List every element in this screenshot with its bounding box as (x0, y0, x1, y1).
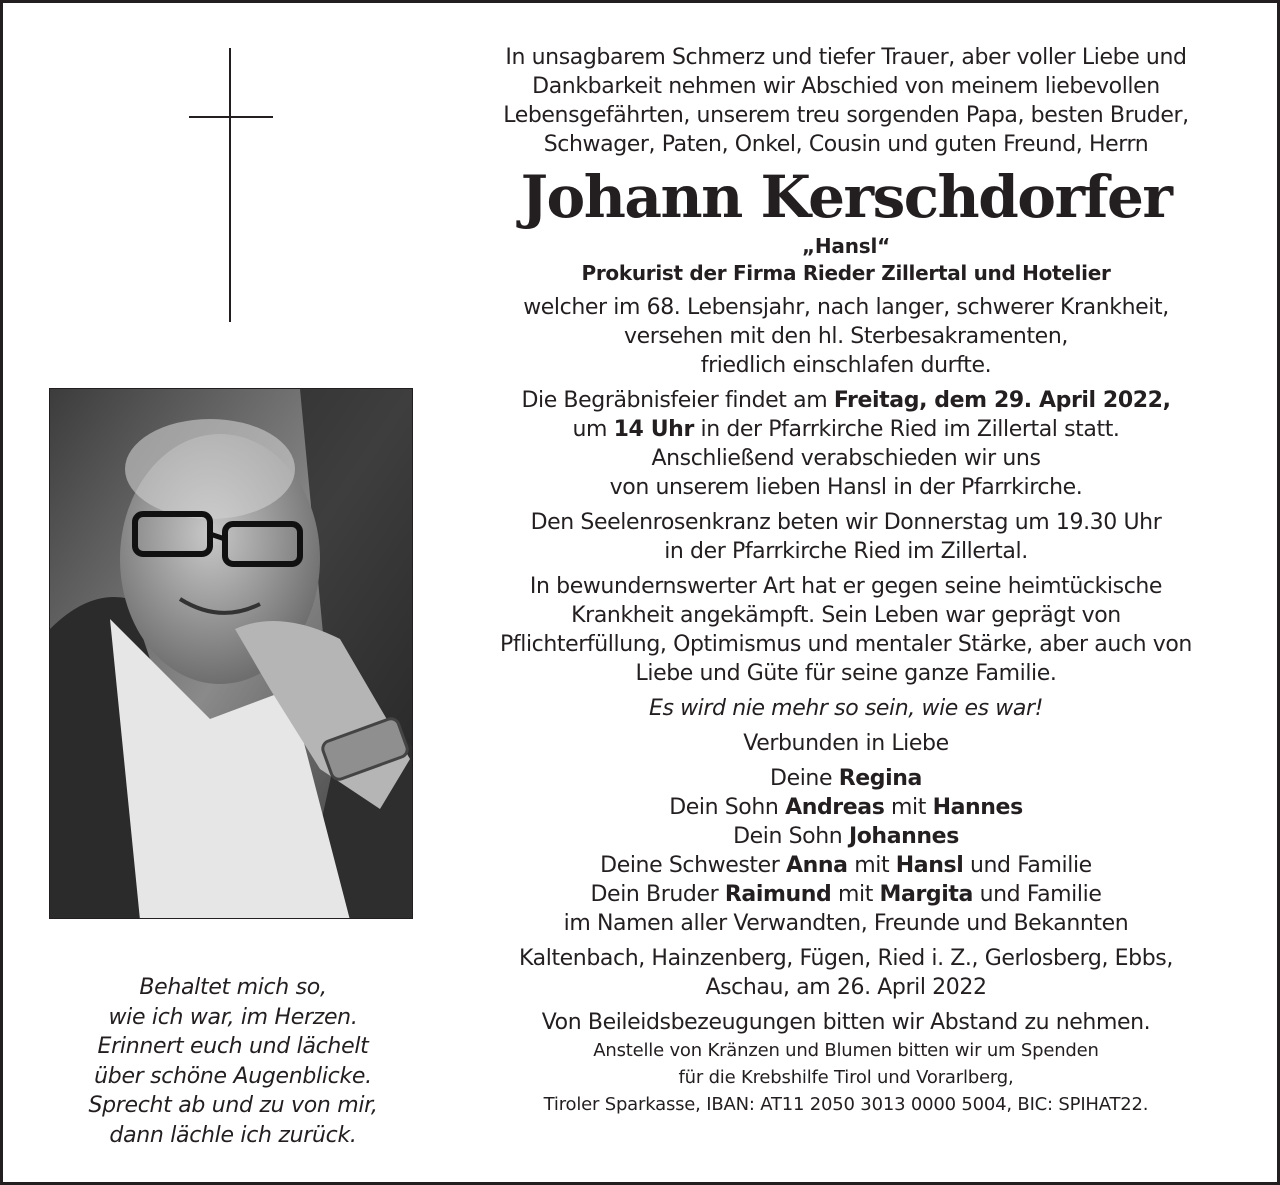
family-text: Deine (770, 766, 839, 791)
family-line: im Namen aller Verwandten, Freunde und Bekannten (563, 911, 1129, 936)
family-member: Andreas (785, 795, 885, 820)
family-line (443, 764, 1249, 793)
donation-line: für die Krebshilfe Tirol und Vorarlberg, (678, 1067, 1014, 1088)
family-line (443, 851, 1249, 880)
death-line: welcher im 68. Lebensjahr, nach langer, schwerer Krankheit, (523, 295, 1169, 320)
intro-line: In unsagbarem Schmerz und tiefer Trauer, aber voller Liebe und (505, 45, 1187, 70)
cross-icon (189, 48, 273, 322)
portrait-photo (49, 388, 413, 919)
funeral-line: von unserem lieben Hansl in der Pfarrkirche. (609, 475, 1083, 500)
condolence-line: Von Beileidsbezeugungen bitten wir Abstand zu nehmen. (541, 1010, 1151, 1035)
family-line (443, 822, 1249, 851)
family-text: mit (831, 882, 880, 907)
tribute-line: Liebe und Güte für seine ganze Familie. (635, 661, 1057, 686)
tribute-line: Pflichterfüllung, Optimismus und mentaler Stärke, aber auch von (500, 632, 1192, 657)
tribute-line: In bewundernswerter Art hat er gegen seine heimtückische (529, 574, 1163, 599)
family-member: Anna (786, 853, 848, 878)
intro-line: Lebensgefährten, unserem treu sorgenden Papa, besten Bruder, (503, 103, 1189, 128)
family-member: Regina (838, 766, 922, 791)
family-text: Dein Bruder (590, 882, 725, 907)
funeral-line: Anschließend verabschieden wir uns (651, 446, 1041, 471)
family-text: mit (847, 853, 896, 878)
places-line: Aschau, am 26. April 2022 (705, 975, 987, 1000)
family-text: Dein Sohn (733, 824, 849, 849)
intro-line: Schwager, Paten, Onkel, Cousin und guten Freund, Herrn (543, 132, 1149, 157)
rosary-line: in der Pfarrkirche Ried im Zillertal. (664, 539, 1028, 564)
funeral-line (443, 415, 1249, 444)
family-text: mit (884, 795, 933, 820)
obituary-text (443, 43, 1249, 1118)
tribute-line: Krankheit angekämpft. Sein Leben war geprägt von (571, 603, 1121, 628)
family-member: Hansl (895, 853, 964, 878)
funeral-text: um (572, 417, 614, 442)
poem-line: Sprecht ab und zu von mir, (88, 1093, 378, 1118)
poem-line: wie ich war, im Herzen. (108, 1004, 358, 1030)
deceased-name: Johann Kerschdorfer (520, 163, 1172, 231)
family-line (443, 880, 1249, 909)
family-member: Hannes (932, 795, 1023, 820)
poem-line: Erinnert euch und lächelt (97, 1034, 369, 1059)
death-line: friedlich einschlafen durfte. (700, 353, 992, 378)
united-line: Verbunden in Liebe (743, 731, 949, 756)
death-line: versehen mit den hl. Sterbesakramenten, (624, 324, 1068, 349)
deceased-title: Prokurist der Firma Rieder Zillertal und Hotelier (581, 261, 1111, 285)
poem-line: über schöne Augenblicke. (94, 1063, 372, 1089)
family-text: und Familie (973, 882, 1102, 907)
intro-line: Dankbarkeit nehmen wir Abschied von meinem liebevollen (532, 74, 1160, 99)
rosary-line: Den Seelenrosenkranz beten wir Donnerstag um 19.30 Uhr (530, 510, 1162, 535)
family-text: und Familie (963, 853, 1092, 878)
donation-line: Tiroler Sparkasse, IBAN: AT11 2050 3013 0000 5004, BIC: SPIHAT22. (543, 1094, 1149, 1115)
funeral-text: in der Pfarrkirche Ried im Zillertal statt. (693, 417, 1120, 442)
family-member: Margita (879, 882, 973, 907)
funeral-line (443, 386, 1249, 415)
poem (33, 973, 433, 1150)
nickname: „Hansl“ (801, 234, 891, 258)
family-text: Dein Sohn (669, 795, 786, 820)
family-text: Deine Schwester (600, 853, 787, 878)
places-line: Kaltenbach, Hainzenberg, Fügen, Ried i. Z., Gerlosberg, Ebbs, (519, 946, 1173, 971)
family-line (443, 793, 1249, 822)
poem-line: dann lächle ich zurück. (109, 1122, 357, 1148)
family-member: Johannes (848, 824, 959, 849)
funeral-date: Freitag, dem 29. April 2022, (833, 388, 1171, 413)
poem-line: Behaltet mich so, (139, 975, 327, 1000)
funeral-time: 14 Uhr (613, 417, 694, 442)
donation-line: Anstelle von Kränzen und Blumen bitten wir um Spenden (593, 1040, 1099, 1061)
quote: Es wird nie mehr so sein, wie es war! (648, 696, 1044, 721)
funeral-text: Die Begräbnisfeier findet am (521, 388, 834, 413)
family-member: Raimund (724, 882, 832, 907)
